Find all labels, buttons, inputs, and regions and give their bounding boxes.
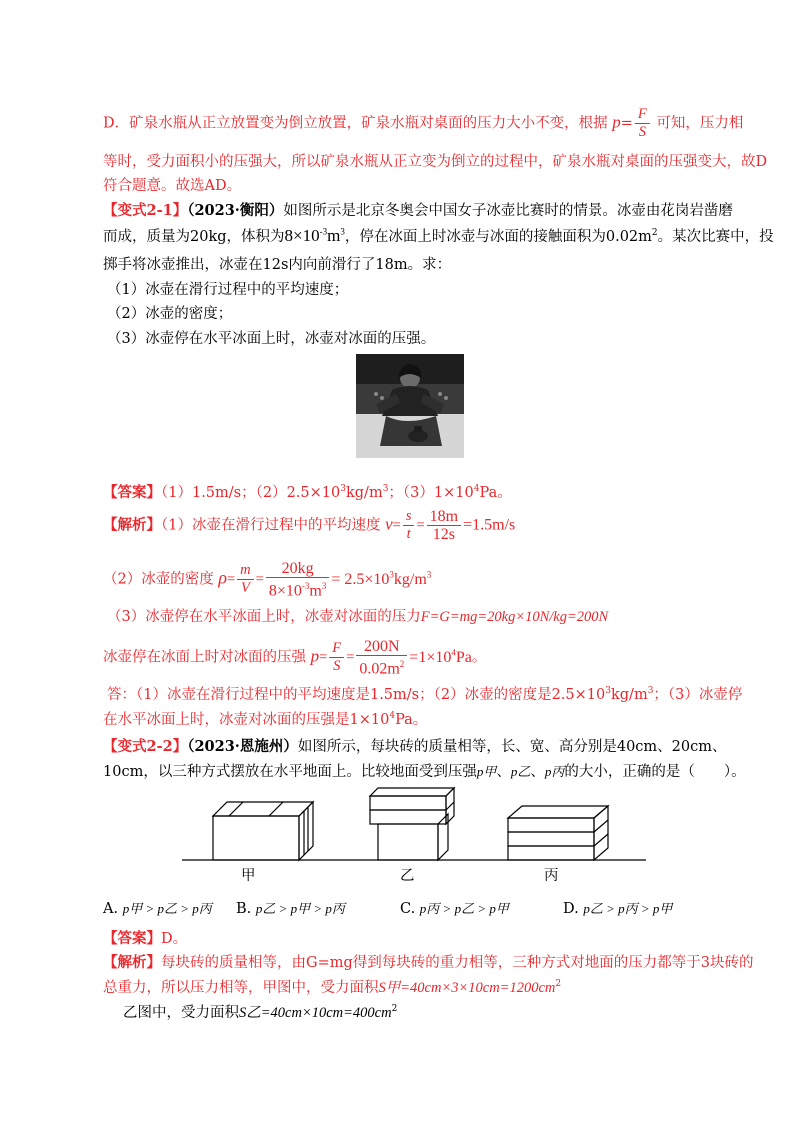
option-c[interactable]: C. p丙 > p乙 > p甲: [400, 901, 509, 917]
option-d-line1: D．矿泉水瓶从正立放置变为倒立放置，矿泉水瓶对桌面的压力大小不变，根据 p= $\frac{F}{S}$ 可知，压力相: [103, 106, 744, 140]
diagram-label-a: 甲: [241, 868, 256, 884]
answer22-line: 【答案】D。: [103, 930, 188, 947]
q21-source: （2023·衡阳）: [187, 202, 284, 219]
diagram-label-b: 乙: [400, 868, 415, 884]
analysis21-tag: 【解析】: [103, 516, 161, 534]
curling-player-image: [356, 354, 464, 458]
q22-line1: 【变式2-2】（2023·恩施州）如图所示，每块砖的质量相等，长、宽、高分别是40cm、20cm、: [103, 738, 727, 755]
diagram-label-c: 丙: [544, 868, 559, 884]
brick-stack-c: [508, 806, 608, 860]
analysis22-line3: 乙图中，受力面积S乙$=40cm\times 10cm=400cm^2$: [123, 1004, 398, 1021]
analysis21-step1: 【解析】（1）冰壶在滑行过程中的平均速度 v= $\frac{s}{t}$ = $\frac{18m}{12s}$ =1.5m/s: [103, 508, 516, 543]
q21-line3: 掷手将冰壶推出，冰壶在12s内向前滑行了18m。求：: [103, 257, 452, 273]
q21-item-2: （2）冰壶的密度；: [107, 306, 233, 322]
q22-line2: 10cm，以三种方式摆放在水平地面上。比较地面受到压强p甲、p乙、p丙的大小，正确的是（ ）。: [103, 764, 746, 780]
q22-source: （2023·恩施州）: [187, 738, 298, 755]
option-d[interactable]: D. p乙 > p丙 > p甲: [563, 901, 673, 917]
brick-stack-a: [213, 802, 313, 860]
q21-line2: 而成，质量为20kg，体积为$8\times 10^{-3}m^3$，停在冰面上时冰壶与冰面的接触面积为$0.02m^2$。某次比赛中，投: [103, 226, 774, 245]
option-a[interactable]: A. p甲 > p乙 > p丙: [103, 901, 212, 917]
curling-photo: [356, 354, 464, 458]
q21-line1: 【变式2-1】（2023·衡阳）如图所示是北京冬奥会中国女子冰壶比赛时的情景。冰壶由花岗岩凿磨: [103, 202, 733, 219]
q22-tag: 【变式2-2】: [103, 738, 188, 755]
pressure-fraction: $\frac{F}{S}$: [635, 106, 650, 141]
analysis22-line1: 【解析】每块砖的质量相等，由G=mg得到每块砖的重力相等，三种方式对地面的压力都等于3块砖的: [103, 954, 754, 971]
q21-item-1: （1）冰壶在滑行过程中的平均速度；: [107, 282, 349, 298]
analysis21-step2: （2）冰壶的密度 ρ= $\frac{m}{V}$ = $\frac{20kg}{8\times 10^{-3}m^3}$ = $2.5\times 10^3kg/m^3$: [103, 560, 432, 600]
analysis21-step3: （3）冰壶停在水平冰面上时，冰壶对冰面的压力F=G=mg=20kg×10N/kg=200N: [107, 609, 609, 625]
final21-line2: 在水平冰面上时，冰壶对冰面的压强是$1\times 10^4Pa$。: [103, 711, 428, 728]
q21-tag: 【变式2-1】: [103, 202, 188, 219]
brick-stack-b: [370, 788, 454, 860]
option-d-line2: 等时，受力面积小的压强大，所以矿泉水瓶从正立变为倒立的过程中，矿泉水瓶对桌面的压强变大，故D: [103, 154, 768, 170]
analysis21-step4: 冰壶停在冰面上时对冰面的压强 p= $\frac{F}{S}$ = $\frac{200N}{0.02m^2}$ $=1\times 10^4Pa$。: [103, 638, 487, 678]
answer21-tag: 【答案】: [103, 484, 161, 501]
analysis22-line2: 总重力，所以压力相等，甲图中，受力面积S甲$=40cm\times 3\times 10cm=1200cm^2$: [103, 979, 562, 996]
analysis22-tag: 【解析】: [103, 954, 161, 971]
final21-line1: 答：（1）冰壶在滑行过程中的平均速度是1.5m/s；（2）冰壶的密度是$2.5\times 10^3kg/m^3$；（3）冰壶停: [107, 686, 743, 703]
option-d-line3: 符合题意。故选AD。: [103, 178, 242, 194]
answer22-tag: 【答案】: [103, 930, 161, 947]
answer21-line: 【答案】（1）1.5m/s；$(2)2.5\times 10^3kg/m^3$；$(3)1\times 10^4Pa$。: [103, 484, 512, 501]
q21-item-3: （3）冰壶停在水平冰面上时，冰壶对冰面的压强。: [107, 331, 436, 347]
option-b[interactable]: B. p乙 > p甲 > p丙: [236, 901, 345, 917]
